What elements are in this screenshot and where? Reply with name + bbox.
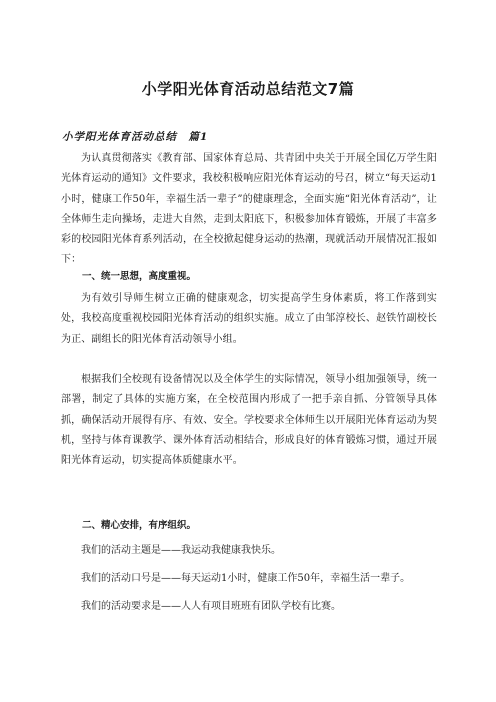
heading-careful-arrangement: 二、精心安排，有序组织。 — [82, 520, 197, 531]
intro-paragraph: 为认真贯彻落实《教育部、国家体育总局、共青团中央关于开展全国亿万学生阳光体育运动的通知》文件要求，我校积极响应阳光体育运动的号召，树立“每天运动1小时，健康工作50年，幸福生活一辈子”的健康理念，全面实施“阳光体育活动”，让全体师生走向操场，走进大自然，走到太阳底下，积极参加体育锻炼，开展了丰富多彩的校园阳光体育系列活动，在全校掀起健身运动的热潮，现就活动开展情况汇报如下： — [61, 153, 437, 266]
heading-unify-thinking: 一、统一思想，高度重视。 — [82, 271, 197, 282]
activity-slogan-line: 我们的活动口号是——每天运动1小时，健康工作50年，幸福生活一辈子。 — [81, 573, 411, 584]
activity-theme-line: 我们的活动主题是——我运动我健康我快乐。 — [81, 545, 281, 556]
activity-requirement-line: 我们的活动要求是——人人有项目班班有团队学校有比赛。 — [81, 601, 341, 612]
body-paragraph: 为有效引导师生树立正确的健康观念，切实提高学生身体素质，将工作落到实处，我校高度重视校园阳光体育活动的组织实施。成立了由邹淳校长、赵铁竹副校长为正、副组长的阳光体育活动领导小组。 — [61, 293, 437, 345]
document-title: 小学阳光体育活动总结范文7篇 — [141, 80, 355, 98]
body-paragraph: 根据我们全校现有设备情况以及全体学生的实际情况，领导小组加强领导，统一部署，制定了具体的实施方案，在全校范围内形成了一把手亲自抓、分管领导具体抓，确保活动开展得有序、有效、安全。学校要求全体师生以开展阳光体育运动为契机，坚持与体育课教学、课外体育活动相结合，形成良好的体育锻炼习惯，通过开展阳光体育运动，切实提高体质健康水平。 — [61, 374, 437, 467]
section-title: 小学阳光体育活动总结 篇1 — [62, 131, 209, 143]
